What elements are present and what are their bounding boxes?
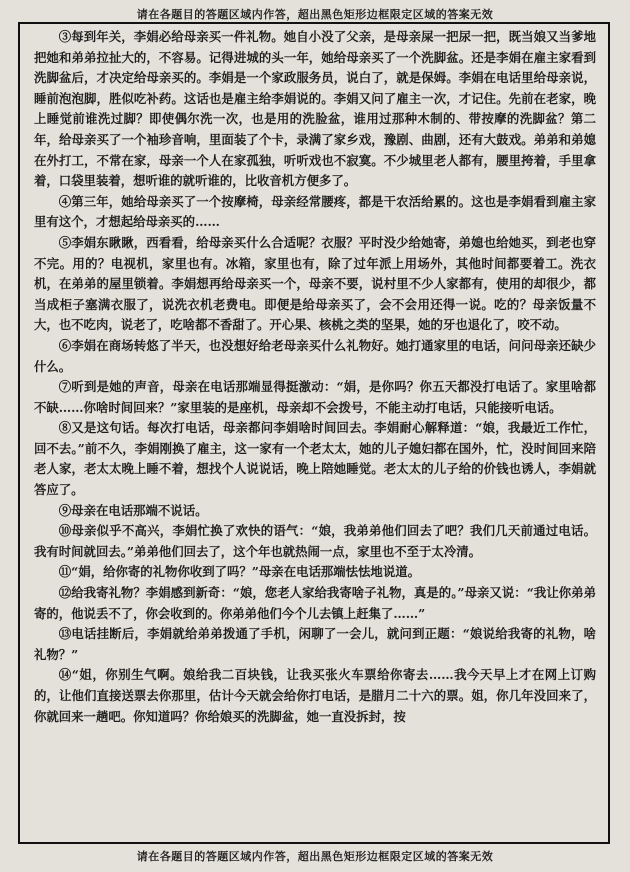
paragraph-4: ④第三年，她给母亲买了一个按摩椅，母亲经常腰疼，都是干农活给累的。这也是李娟看到雇主家里有这个，才想起给母亲买的…… xyxy=(34,193,596,230)
paragraph-14: ⑭“姐，你别生气啊。娘给我二百块钱，让我买张火车票给你寄去……我今天早上才在网上订购的，让他们直接送票去你那里，估计今天就会给你打电话，是腊月二十六的票。姐，你几年没回来了，你就回来一趟吧。你知道吗？你给娘买的洗脚盆，她一直没拆封，按 xyxy=(34,667,596,724)
footer-notice: 请在各题目的答题区域内作答，超出黑色矩形边框限定区域的答案无效 xyxy=(136,850,494,863)
paragraph-11: ⑪“娟，给你寄的礼物你收到了吗？”母亲在电话那端怯怯地说道。 xyxy=(58,564,420,580)
paragraph-3: ③每到年关，李娟必给母亲买一件礼物。她自小没了父亲，是母亲屎一把尿一把，既当娘又当爹地把她和弟弟拉扯大的，不容易。记得进城的头一年，她给母亲买了一个洗脚盆。还是李娟在雇主家看到洗脚盆后，才决定给母亲买的。李娟是一个家政服务员，说白了，就是保姆。李娟在电话里给母亲说，睡前泡泡脚，胜似吃补药。这话也是雇主给李娟说的。李娟又问了雇主一次，才记住。先前在老家，晚上睡觉前谁洗过脚？即使偶尔洗一次，也是用的洗脸盆，谁用过那种木制的、带按摩的洗脚盆？第二年，给母亲买了一个袖珍音响，里面装了个卡，录满了家乡戏，豫剧、曲剧，还有大鼓戏。弟弟和弟媳在外打工，不常在家，母亲一个人在家孤独，听听戏也不寂寞。不少城里老人都有，腰里挎着，手里拿着，口袋里装着，想听谁的就听谁的，比收音机方便多了。 xyxy=(34,29,596,189)
paragraph-6: ⑥李娟在商场转悠了半天，也没想好给老母亲买什么礼物好。她打通家里的电话，问问母亲还缺少什么。 xyxy=(34,337,596,374)
paragraph-7: ⑦听到是她的声音，母亲在电话那端显得挺激动：“娟，是你吗？你五天都没打电话了。家里啥都不缺……你啥时间回来？”家里装的是座机，母亲却不会拨号，不能主动打电话，只能接听电话。 xyxy=(34,379,596,415)
paragraph-13: ⑬电话挂断后，李娟就给弟弟拨通了手机，闲聊了一会儿，就问到正题：“娘说给我寄的礼物，啥礼物？” xyxy=(34,626,596,662)
paragraph-8: ⑧又是这句话。每次打电话，母亲都问李娟啥时间回去。李娟耐心解释道：“娘，我最近工作忙，回不去。”前不久，李娟刚换了雇主，这一家有一个老太太，她的儿子媳妇都在国外，忙，没时间回来陪老人家，老太太晚上睡不着，想找个人说说话，晚上陪她睡觉。老太太的儿子给的价钱也诱人，李娟就答应了。 xyxy=(34,420,596,498)
paragraph-10: ⑩母亲似乎不高兴，李娟忙换了欢快的语气：“娘，我弟弟他们回去了吧？我们几天前通过电话。我有时间就回去。”弟弟他们回去了，这个年也就热闹一点，家里也不至于太冷清。 xyxy=(34,523,596,559)
answer-area-frame xyxy=(18,22,610,844)
paragraph-9: ⑨母亲在电话那端不说话。 xyxy=(58,502,208,518)
paragraph-5: ⑤李娟东瞅瞅，西看看，给母亲买什么合适呢？衣服？平时没少给她寄，弟媳也给她买，到老也穿不完。用的？电视机，家里也有。冰箱，家里也有，除了过年派上用场外，其他时间都要着工。洗衣机，在弟弟的屋里锁着。李娟想再给母亲买一个，母亲不要，说村里不少人家都有，使用的却很少，都当成柜子塞满衣服了，说洗衣机老费电。即便是给母亲买了，会不会用还得一说。吃的？母亲饭量不大，也不吃肉，说老了，吃啥都不香甜了。开心果、核桃之类的坚果，她的牙也退化了，咬不动。 xyxy=(34,234,596,333)
header-notice: 请在各题目的答题区域内作答，超出黑色矩形边框限定区域的答案无效 xyxy=(136,8,494,21)
paragraph-12: ⑫给我寄礼物？李娟感到新奇：“娘，您老人家给我寄啥子礼物，真是的。”母亲又说：“我让你弟弟寄的，他说丢不了，你会收到的。你弟弟他们今个儿去镇上赶集了……” xyxy=(34,585,596,621)
